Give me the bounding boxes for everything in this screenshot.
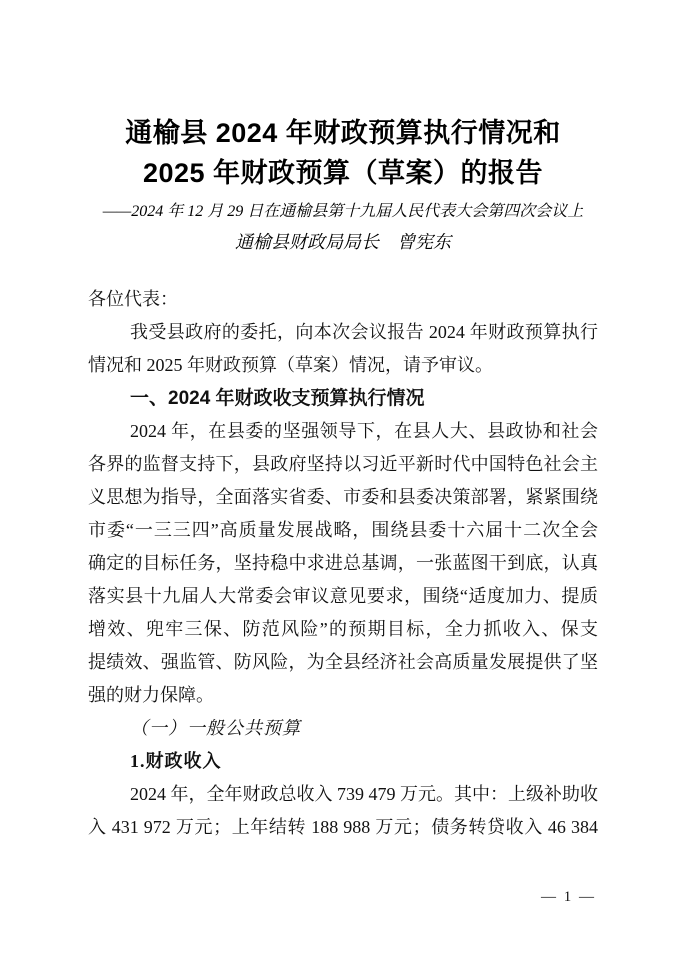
body-line: 强的财力保障。: [88, 685, 214, 705]
document-title-line1: 通榆县 2024 年财政预算执行情况和: [125, 118, 561, 148]
document-subtitle: ——2024 年 12 月 29 日在通榆县第十九届人民代表大会第四次会议上: [102, 203, 584, 220]
body-line: 各界的监督支持下，县政府坚持以习近平新时代中国特色社会主: [88, 454, 598, 474]
document-author: 通榆县财政局局长 曾宪东: [235, 232, 451, 252]
body-line: 确定的目标任务，坚持稳中求进总基调，一张蓝图干到底，认真: [88, 553, 598, 573]
body-line: 情况和 2025 年财政预算（草案）情况，请予审议。: [88, 355, 493, 375]
body-line: 落实县十九届人大常委会审议意见要求，围绕“适度加力、提质: [88, 586, 598, 606]
subsection-heading-general-public-budget: （一）一般公共预算: [130, 718, 301, 738]
document-content: [88, 113, 598, 844]
body-line: 市委“一三三四”高质量发展战略，围绕县委十六届十二次全会: [88, 520, 598, 540]
subsection-heading-fiscal-revenue: 1.财政收入: [130, 751, 222, 771]
body-line: 增效、兜牢三保、防范风险”的预期目标，全力抓收入、保支: [88, 619, 598, 639]
document-title-line2: 2025 年财政预算（草案）的报告: [142, 158, 544, 188]
body-line: 入 431 972 万元；上年结转 188 988 万元；债务转贷收入 46 384: [88, 817, 598, 837]
body-line: 2024 年，全年财政总收入 739 479 万元。其中：上级补助收: [130, 784, 598, 804]
body-line: 提绩效、强监管、防风险，为全县经济社会高质量发展提供了坚: [88, 652, 598, 672]
document-body: [88, 283, 598, 844]
body-line: 2024 年，在县委的坚强领导下，在县人大、县政协和社会: [130, 421, 598, 441]
page-number: — 1 —: [541, 889, 596, 905]
body-line: 我受县政府的委托，向本次会议报告 2024 年财政预算执行: [130, 322, 598, 342]
salutation: 各位代表：: [88, 289, 178, 309]
body-line: 义思想为指导，全面落实省委、市委和县委决策部署，紧紧围绕: [88, 487, 598, 507]
section-heading-2024-budget-execution: 一、2024 年财政收支预算执行情况: [130, 388, 425, 409]
